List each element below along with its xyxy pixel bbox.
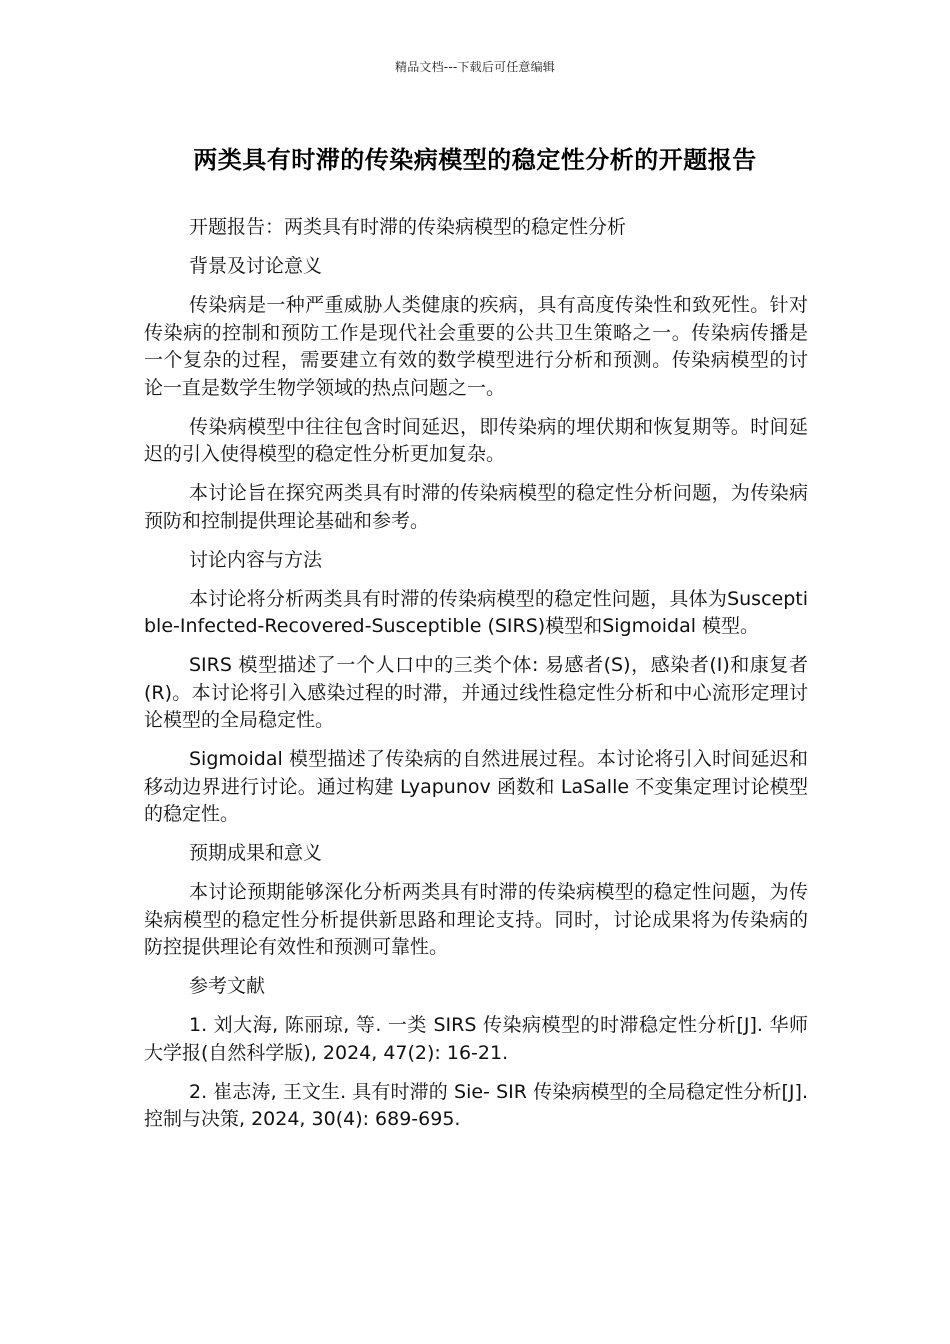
section-heading-methods: 讨论内容与方法 [189, 548, 323, 571]
section-heading-references: 参考文献 [189, 975, 266, 997]
document-body [144, 214, 808, 1145]
paragraph: 本讨论预期能够深化分析两类具有时滞的传染病模型的稳定性问题，为传染病模型的稳定性分析提供新思路和理论支持。同时，讨论成果将为传染病的防控提供理论有效性和预测可靠性。 [144, 881, 808, 958]
document-title: 两类具有时滞的传染病模型的稳定性分析的开题报告 [193, 146, 757, 174]
section-heading-outcomes: 预期成果和意义 [189, 842, 323, 864]
reference-item: 1. 刘大海, 陈丽琼, 等. 一类 SIRS 传染病模型的时滞稳定性分析[J]. 华师大学报(自然科学版), 2024, 47(2): 16-21. [144, 1014, 808, 1064]
header-note: 精品文档---下载后可任意编辑 [395, 60, 555, 74]
paragraph: SIRS 模型描述了一个人口中的三类个体: 易感者(S)，感染者(I)和康复者(R)。本讨论将引入感染过程的时滞，并通过线性稳定性分析和中心流形定理讨论模型的全局稳定性。 [144, 654, 808, 731]
section-heading-background: 背景及讨论意义 [189, 255, 323, 277]
paragraph: 本讨论旨在探究两类具有时滞的传染病模型的稳定性分析问题，为传染病预防和控制提供理论基础和参考。 [144, 482, 808, 532]
paragraph: 传染病模型中往往包含时间延迟，即传染病的埋伏期和恢复期等。时间延迟的引入使得模型的稳定性分析更加复杂。 [144, 415, 808, 465]
intro-line: 开题报告：两类具有时滞的传染病模型的稳定性分析 [189, 216, 627, 238]
paragraph: 本讨论将分析两类具有时滞的传染病模型的稳定性问题，具体为Susceptible-Infected-Recovered-Susceptible (SIRS)模型和Sigmoidal 模型。 [144, 587, 808, 637]
paragraph: 传染病是一种严重威胁人类健康的疾病，具有高度传染性和致死性。针对传染病的控制和预防工作是现代社会重要的公共卫生策略之一。传染病传播是一个复杂的过程，需要建立有效的数学模型进行分析和预测。传染病模型的讨论一直是数学生物学领域的热点问题之一。 [144, 294, 808, 399]
paragraph: Sigmoidal 模型描述了传染病的自然进展过程。本讨论将引入时间延迟和移动边界进行讨论。通过构建 Lyapunov 函数和 LaSalle 不变集定理讨论模型的稳定性。 [144, 748, 808, 825]
reference-item: 2. 崔志涛, 王文生. 具有时滞的 Sie- SIR 传染病模型的全局稳定性分析[J]. 控制与决策, 2024, 30(4): 689-695. [144, 1080, 808, 1130]
